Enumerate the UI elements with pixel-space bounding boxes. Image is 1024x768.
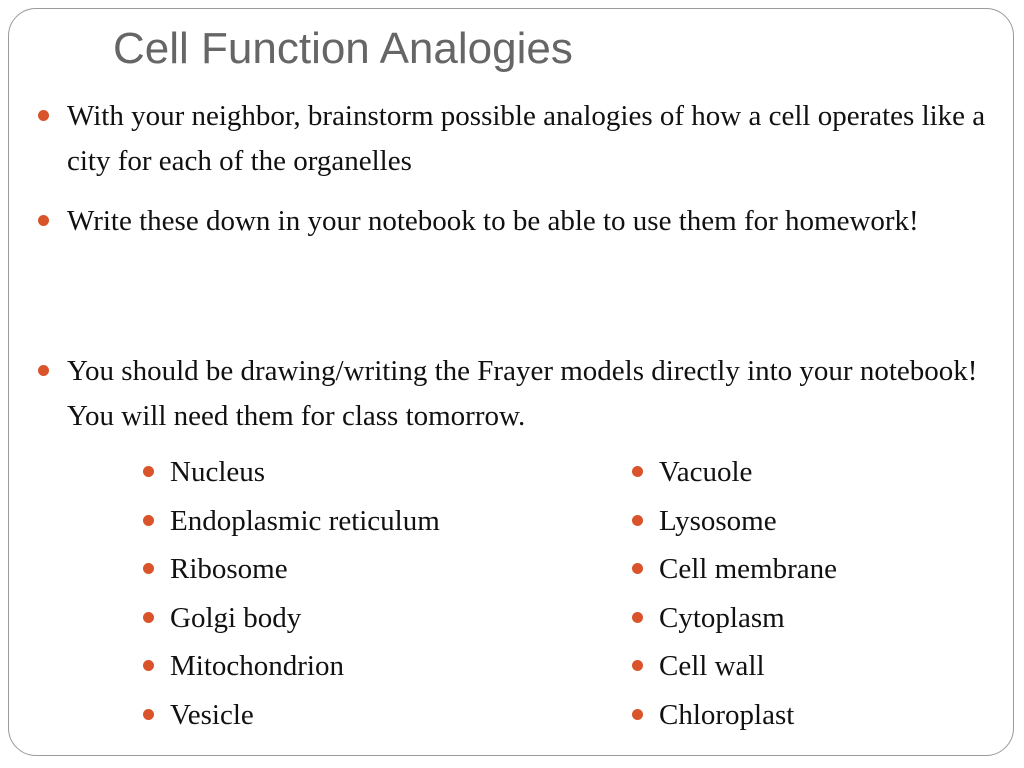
bullet-text: Write these down in your notebook to be able to use them for homework! xyxy=(67,205,919,237)
bullet-icon xyxy=(632,466,643,477)
list-item: Chloroplast xyxy=(659,695,794,735)
bullet-icon xyxy=(143,660,154,671)
bullet-icon xyxy=(143,709,154,720)
list-item: Golgi body xyxy=(170,598,301,638)
bullet-item-notebook xyxy=(67,199,997,244)
bullet-icon xyxy=(38,110,49,121)
bullet-icon xyxy=(632,515,643,526)
list-item: Cell membrane xyxy=(659,549,837,589)
list-item: Nucleus xyxy=(170,452,265,492)
list-item: Mitochondrion xyxy=(170,646,344,686)
bullet-item-frayer xyxy=(67,349,997,439)
list-item: Lysosome xyxy=(659,501,777,541)
bullet-icon xyxy=(632,660,643,671)
bullet-icon xyxy=(143,515,154,526)
bullet-icon xyxy=(632,563,643,574)
bullet-icon xyxy=(143,466,154,477)
slide-title: Cell Function Analogies xyxy=(113,24,573,73)
list-item: Endoplasmic reticulum xyxy=(170,501,440,541)
bullet-icon xyxy=(143,612,154,623)
list-item: Vacuole xyxy=(659,452,752,492)
bullet-icon xyxy=(632,612,643,623)
bullet-icon xyxy=(38,215,49,226)
bullet-icon xyxy=(38,365,49,376)
bullet-text: With your neighbor, brainstorm possible analogies of how a cell operates like a city for each of the organelles xyxy=(67,100,986,177)
bullet-text: You should be drawing/writing the Frayer models directly into your notebook! You will need them for class tomorrow. xyxy=(67,355,978,432)
list-item: Cell wall xyxy=(659,646,765,686)
list-item: Vesicle xyxy=(170,695,254,735)
bullet-icon xyxy=(143,563,154,574)
bullet-icon xyxy=(632,709,643,720)
list-item: Cytoplasm xyxy=(659,598,785,638)
list-item: Ribosome xyxy=(170,549,288,589)
bullet-item-brainstorm xyxy=(67,94,997,184)
